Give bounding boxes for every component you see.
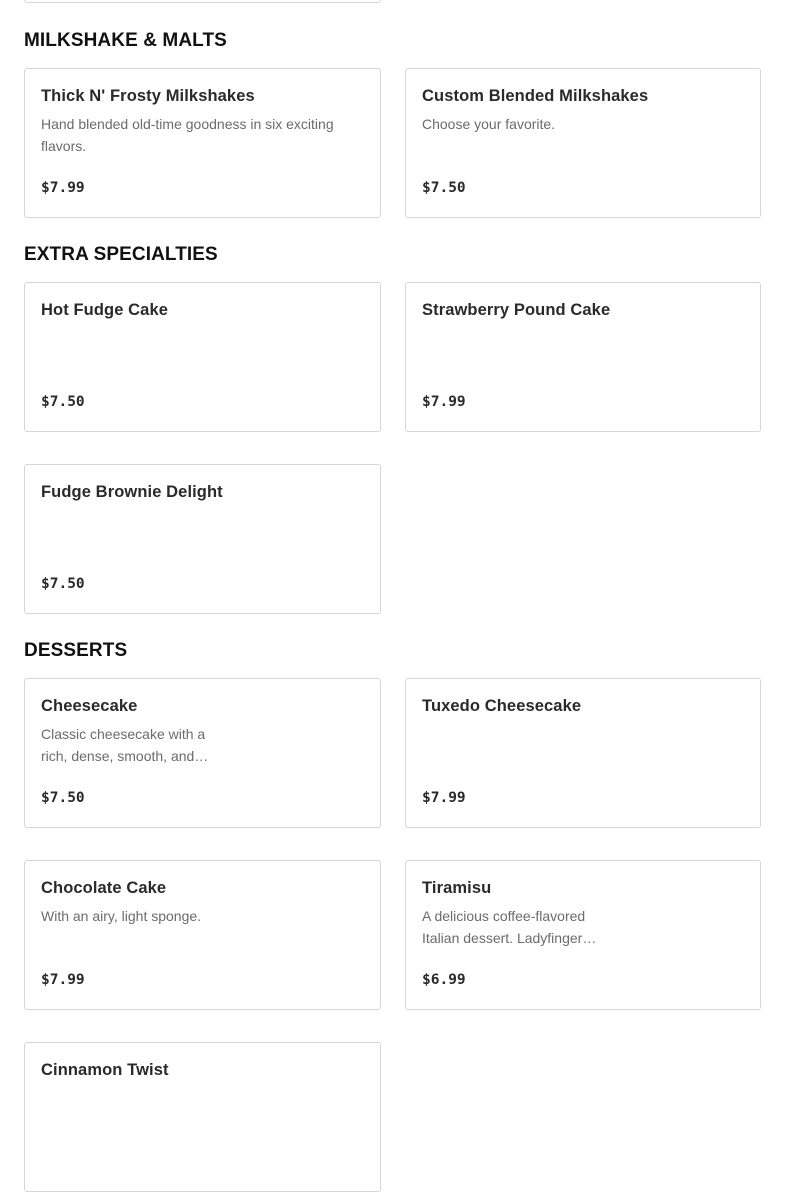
menu-item-price: $7.99 [41, 180, 85, 196]
menu-item-name: Fudge Brownie Delight [41, 483, 223, 501]
menu-item-price: $6.99 [422, 972, 466, 988]
menu-item-name: Chocolate Cake [41, 879, 167, 897]
menu-item-name: Strawberry Pound Cake [422, 301, 611, 319]
menu-item-name: Custom Blended Milkshakes [422, 87, 649, 105]
menu-item-card[interactable] [405, 282, 761, 432]
menu-item-card[interactable] [405, 678, 761, 828]
menu-item-name: Hot Fudge Cake [41, 301, 168, 319]
menu-item-price: $7.99 [41, 972, 85, 988]
menu-item-name: Cheesecake [41, 697, 138, 715]
menu-item-price: $7.50 [41, 576, 85, 592]
menu-item-price: $7.50 [41, 394, 85, 410]
menu-item-card[interactable] [405, 860, 761, 1010]
menu-item-card[interactable] [24, 68, 381, 218]
menu-item-name: Thick N' Frosty Milkshakes [41, 87, 255, 105]
menu-item-price: $7.99 [422, 790, 466, 806]
menu-item-card[interactable] [24, 1042, 381, 1192]
section-title-extra-specialties: EXTRA SPECIALTIES [24, 244, 218, 265]
menu-item-card-partial[interactable] [24, 0, 381, 3]
menu-item-name: Tuxedo Cheesecake [422, 697, 582, 715]
menu-item-description: Choose your favorite. [422, 116, 556, 132]
menu-item-description: A delicious coffee-flavored Italian dessert. Ladyfinger… [422, 908, 597, 946]
menu-item-price: $7.99 [422, 394, 466, 410]
menu-item-description: Hand blended old-time goodness in six exciting flavors. [41, 116, 334, 154]
section-title-desserts: DESSERTS [24, 640, 128, 661]
menu-item-price: $7.50 [422, 180, 466, 196]
menu-item-card[interactable] [24, 860, 381, 1010]
menu-item-card[interactable] [405, 68, 761, 218]
menu-item-card[interactable] [24, 282, 381, 432]
menu-item-name: Cinnamon Twist [41, 1061, 169, 1079]
menu-item-card[interactable] [24, 678, 381, 828]
menu-item-name: Tiramisu [422, 879, 492, 897]
section-title-milkshake-malts: MILKSHAKE & MALTS [24, 30, 227, 51]
menu-item-description: Classic cheesecake with a rich, dense, smooth, and… [41, 726, 209, 764]
menu-item-description: With an airy, light sponge. [41, 908, 202, 924]
menu-item-card[interactable] [24, 464, 381, 614]
menu-item-price: $7.50 [41, 790, 85, 806]
